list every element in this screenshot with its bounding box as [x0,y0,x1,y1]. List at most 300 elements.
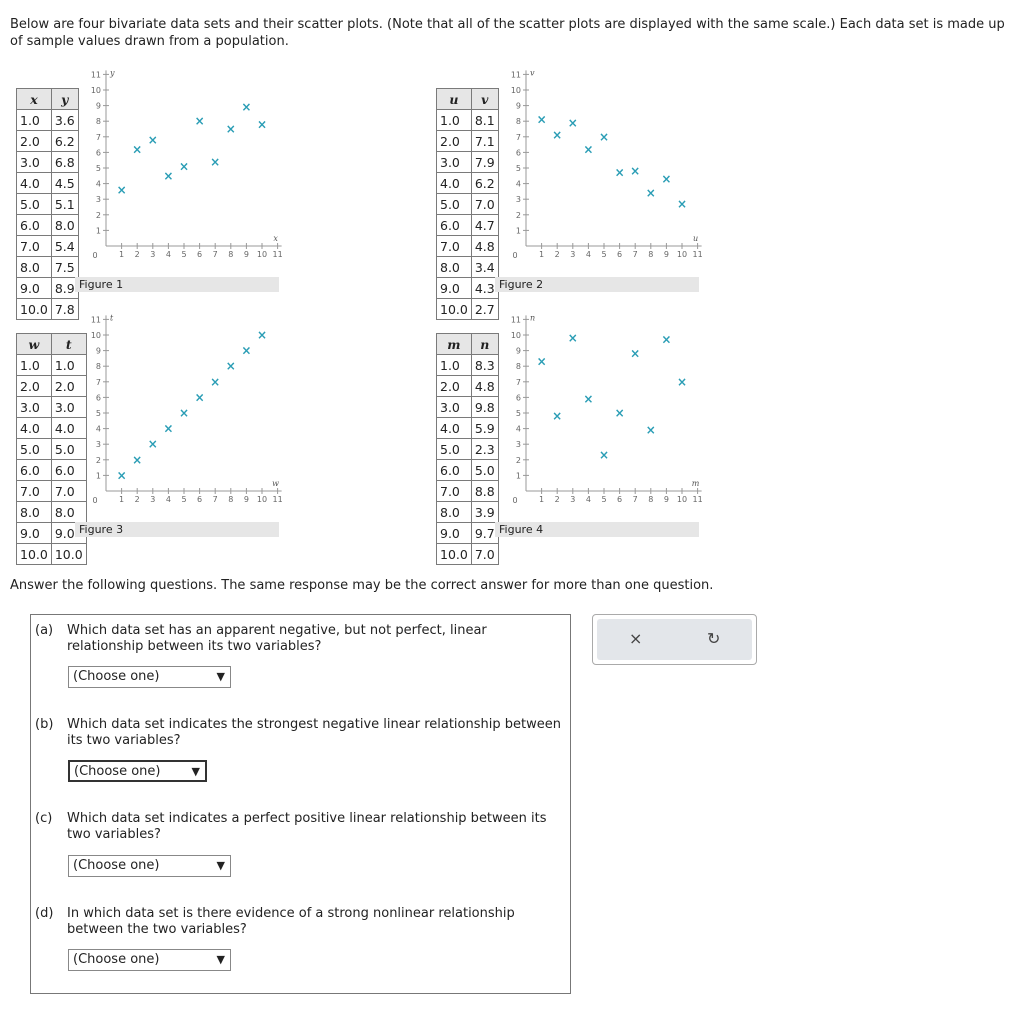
table-cell: 7.0 [17,236,52,257]
table-cell: 9.0 [437,523,472,544]
x-tick-label: 2 [554,495,560,504]
x-tick-label: 2 [134,250,140,259]
table-cell: 10.0 [17,544,52,565]
y-axis-label: y [110,68,115,78]
table-cell: 5.1 [51,194,78,215]
table-row [437,523,499,544]
data-point: × [536,112,547,127]
table-cell: 2.0 [437,376,472,397]
table-cell: 7.0 [437,481,472,502]
table-cell: 4.3 [471,278,498,299]
x-tick-label: 2 [554,250,560,259]
y-tick-label: 7 [515,132,521,142]
table-cell: 9.0 [17,278,52,299]
answer-a-dropdown[interactable] [68,666,231,688]
table-cell: 3.0 [17,152,52,173]
table-cell: 7.0 [437,236,472,257]
x-tick-label: 11 [272,250,283,259]
origin-label: 0 [512,496,518,505]
x-tick-label: 10 [676,495,688,504]
y-tick-label: 6 [515,393,521,403]
table-cell: 2.0 [17,376,52,397]
table-cell: 9.7 [471,523,498,544]
y-tick-label: 1 [515,471,521,481]
y-tick-label: 3 [95,440,101,450]
table-row [437,194,499,215]
x-tick-label: 4 [585,495,591,504]
scatter-plot [504,313,714,509]
y-tick-label: 5 [515,409,521,418]
x-tick-label: 7 [632,250,638,259]
data-table [16,88,79,320]
table-row [17,152,79,173]
data-point: × [567,331,578,346]
table-cell: 2.0 [437,131,472,152]
table-cell: 1.0 [437,355,472,376]
table-cell: 3.9 [471,502,498,523]
figure-3 [16,313,284,573]
data-point: × [583,142,594,157]
table-cell: 3.4 [471,257,498,278]
question-text: Which data set has an apparent negative, but not perfect, linear relationship between its two variables? [67,623,487,654]
column-header: m [437,334,472,355]
figure-caption: Figure 3 [75,522,279,537]
data-point: × [256,117,268,132]
table-cell: 3.6 [51,110,78,131]
table-cell: 3.0 [51,397,86,418]
answer-toolbox [592,614,757,665]
y-tick-label: 6 [95,148,101,158]
table-row [17,215,79,236]
table-cell: 4.0 [437,173,472,194]
y-tick-label: 4 [95,424,101,434]
y-tick-label: 10 [510,86,521,95]
table-row [437,502,499,523]
x-axis-label: m [691,479,700,488]
table-row [17,418,87,439]
reset-icon[interactable]: ↻ [707,629,721,648]
table-row [437,397,499,418]
data-point: × [676,196,688,211]
x-tick-label: 1 [539,250,545,259]
y-tick-label: 11 [510,70,521,80]
x-tick-label: 6 [617,495,623,504]
table-cell: 8.0 [437,502,472,523]
x-tick-label: 3 [570,250,576,259]
y-tick-label: 8 [95,362,101,372]
dropdown-value: (Choose one) [73,858,160,873]
table-cell: 4.5 [51,173,78,194]
column-header: v [471,89,498,110]
table-row [17,131,79,152]
table-row [437,236,499,257]
x-tick-label: 5 [181,495,187,504]
y-tick-label: 5 [95,409,101,418]
table-cell: 6.8 [51,152,78,173]
data-point: × [116,182,127,197]
y-tick-label: 7 [95,132,101,142]
table-cell: 7.8 [51,299,78,320]
y-tick-label: 6 [515,148,521,158]
y-tick-label: 1 [515,226,521,236]
x-tick-label: 7 [632,495,638,504]
data-point: × [194,390,205,405]
y-tick-label: 1 [95,226,101,236]
table-cell: 4.0 [51,418,86,439]
y-tick-label: 2 [95,455,101,465]
table-row [437,131,499,152]
table-cell: 2.3 [471,439,498,460]
table-cell: 5.0 [51,439,86,460]
table-row [17,257,79,278]
data-point: × [676,374,688,389]
table-cell: 2.0 [17,131,52,152]
y-axis-label: v [530,68,535,78]
dropdown-value: (Choose one) [73,952,160,967]
table-cell: 6.0 [437,460,472,481]
table-cell: 7.9 [471,152,498,173]
intro-text: Below are four bivariate data sets and their scatter plots. (Note that all of the scatter plots are displayed with the same scale.) Each data set is made up of sample values drawn from a population. [10,17,1005,49]
x-tick-label: 7 [212,495,218,504]
y-axis-label: n [530,313,536,323]
dropdown-value: (Choose one) [73,669,160,684]
table-cell: 3.0 [437,152,472,173]
dropdown-value: (Choose one) [74,764,161,779]
table-row [437,460,499,481]
table-row [17,544,87,565]
questions-panel [30,614,571,994]
x-tick-label: 4 [165,250,171,259]
x-tick-label: 9 [243,250,249,259]
table-row [437,173,499,194]
y-tick-label: 7 [95,377,101,387]
x-tick-label: 3 [150,250,156,259]
data-point: × [614,406,625,420]
x-tick-label: 1 [539,495,545,504]
x-tick-label: 10 [676,250,688,259]
table-cell: 8.0 [51,502,86,523]
data-table [436,333,499,565]
table-cell: 6.0 [437,215,472,236]
table-cell: 6.0 [51,460,86,481]
y-tick-label: 10 [90,86,101,95]
x-tick-label: 3 [570,495,576,504]
data-point: × [583,391,594,406]
table-row [437,110,499,131]
table-row [17,439,87,460]
data-point: × [536,354,547,369]
table-cell: 6.2 [471,173,498,194]
x-tick-label: 6 [197,250,203,259]
y-tick-label: 9 [95,101,101,111]
x-tick-label: 9 [663,250,669,259]
table-cell: 5.0 [437,194,472,215]
table-cell: 1.0 [17,355,52,376]
table-row [437,544,499,565]
column-header: y [51,89,78,110]
table-row [17,460,87,481]
column-header: n [471,334,498,355]
table-row [17,173,79,194]
question-letter: (d) [35,906,54,921]
x-tick-label: 8 [228,250,234,259]
x-tick-label: 5 [181,250,187,259]
question-text: Which data set indicates a perfect positive linear relationship between its two variables? [67,811,547,842]
question-text: Which data set indicates the strongest negative linear relationship between its two variables? [67,717,561,748]
data-point: × [116,468,127,483]
table-header-row [17,89,79,110]
table-cell: 4.8 [471,236,498,257]
figure-2 [436,68,704,328]
x-tick-label: 8 [228,495,234,504]
question-letter: (c) [35,811,53,826]
y-tick-label: 7 [515,377,521,387]
table-row [17,355,87,376]
table-cell: 4.7 [471,215,498,236]
data-point: × [598,129,610,144]
y-tick-label: 11 [90,315,101,325]
table-row [17,236,79,257]
y-tick-label: 2 [95,210,101,220]
table-header-row [437,89,499,110]
x-tick-label: 11 [692,495,703,504]
data-point: × [661,171,672,186]
origin-label: 0 [92,496,98,505]
scatter-plot [84,68,294,264]
y-tick-label: 3 [95,195,101,205]
dropdown-arrow-icon: ▼ [216,859,225,872]
table-cell: 9.0 [437,278,472,299]
x-tick-label: 3 [150,495,156,504]
x-tick-label: 11 [272,495,283,504]
scatter-plot [84,313,294,509]
dropdown-arrow-icon: ▼ [191,765,200,778]
table-cell: 7.5 [51,257,78,278]
data-point: × [241,100,252,115]
table-cell: 4.0 [437,418,472,439]
answer-d-dropdown[interactable] [68,949,231,971]
figure-caption: Figure 4 [495,522,699,537]
data-point: × [552,409,563,424]
figure-4 [436,313,704,573]
table-cell: 6.0 [17,460,52,481]
table-cell: 9.0 [17,523,52,544]
table-cell: 3.0 [437,397,472,418]
data-point: × [598,448,610,463]
table-cell: 8.1 [471,110,498,131]
data-point: × [163,421,174,436]
column-header: w [17,334,52,355]
answer-b-dropdown[interactable] [68,760,207,782]
table-cell: 9.8 [471,397,498,418]
table-row [437,215,499,236]
table-cell: 8.0 [17,257,52,278]
table-cell: 8.8 [471,481,498,502]
x-tick-label: 8 [648,250,654,259]
table-cell: 8.0 [51,215,78,236]
scatter-plot [504,68,714,264]
x-tick-label: 1 [119,495,125,504]
table-cell: 7.0 [51,481,86,502]
question-letter: (b) [35,717,54,732]
table-cell: 10.0 [437,544,472,565]
y-tick-label: 8 [95,117,101,127]
data-point: × [210,154,221,169]
table-cell: 6.0 [17,215,52,236]
y-tick-label: 11 [90,70,101,80]
dropdown-arrow-icon: ▼ [216,670,225,683]
figure-1 [16,68,284,328]
table-cell: 5.4 [51,236,78,257]
y-tick-label: 9 [95,346,101,356]
x-tick-label: 5 [601,495,607,504]
table-cell: 7.0 [471,194,498,215]
origin-label: 0 [92,251,98,260]
table-row [17,481,87,502]
table-header-row [437,334,499,355]
data-point: × [645,423,656,438]
x-tick-label: 1 [119,250,125,259]
data-point: × [661,332,672,347]
table-row [437,299,499,320]
data-point: × [178,406,190,420]
table-cell: 5.0 [471,460,498,481]
table-cell: 4.0 [17,173,52,194]
x-tick-label: 11 [692,250,703,259]
data-point: × [147,437,158,452]
table-row [437,439,499,460]
toolbox-inner [597,619,752,660]
table-cell: 7.1 [471,131,498,152]
data-point: × [163,168,174,183]
y-tick-label: 1 [95,471,101,481]
y-tick-label: 3 [515,195,521,205]
table-cell: 2.7 [471,299,498,320]
table-row [437,481,499,502]
table-cell: 10.0 [17,299,52,320]
x-tick-label: 8 [648,495,654,504]
table-cell: 9.0 [51,523,86,544]
data-point: × [225,359,236,374]
figure-caption: Figure 1 [75,277,279,292]
data-point: × [630,164,641,179]
data-point: × [194,114,205,129]
x-tick-label: 6 [197,495,203,504]
table-row [437,355,499,376]
table-cell: 1.0 [437,110,472,131]
column-header: u [437,89,472,110]
y-tick-label: 9 [515,101,521,111]
dropdown-arrow-icon: ▼ [216,953,225,966]
table-header-row [17,334,87,355]
x-tick-label: 9 [663,495,669,504]
y-tick-label: 3 [515,440,521,450]
x-tick-label: 4 [165,495,171,504]
table-row [437,376,499,397]
y-tick-label: 11 [510,315,521,325]
data-point: × [552,128,563,143]
data-point: × [225,122,236,136]
question-text: In which data set is there evidence of a strong nonlinear relationship between the two variables? [67,906,515,937]
y-tick-label: 2 [515,455,521,465]
y-axis-label: t [110,313,114,323]
answer-c-dropdown[interactable] [68,855,231,877]
answer-instructions: Answer the following questions. The same response may be the correct answer for more than one question. [10,578,714,593]
y-tick-label: 6 [95,393,101,403]
table-cell: 8.0 [437,257,472,278]
y-tick-label: 5 [515,164,521,173]
data-point: × [614,165,625,180]
x-axis-label: x [273,234,278,243]
table-cell: 1.0 [17,110,52,131]
question-letter: (a) [35,623,54,638]
table-cell: 5.0 [17,439,52,460]
figure-caption: Figure 2 [495,277,699,292]
table-cell: 6.2 [51,131,78,152]
x-tick-label: 2 [134,495,140,504]
table-cell: 5.0 [17,194,52,215]
y-tick-label: 4 [515,179,521,189]
data-point: × [132,452,143,467]
table-row [17,110,79,131]
x-tick-label: 10 [256,495,268,504]
table-row [17,376,87,397]
table-row [437,418,499,439]
x-tick-label: 5 [601,250,607,259]
table-cell: 2.0 [51,376,86,397]
data-point: × [645,185,656,200]
y-tick-label: 8 [515,117,521,127]
x-tick-label: 4 [585,250,591,259]
y-tick-label: 2 [515,210,521,220]
data-point: × [210,374,221,389]
table-row [17,502,87,523]
table-cell: 5.0 [437,439,472,460]
table-row [17,194,79,215]
table-cell: 8.9 [51,278,78,299]
table-row [17,278,79,299]
table-row [437,278,499,299]
y-tick-label: 4 [515,424,521,434]
close-icon[interactable]: × [629,629,643,648]
table-cell: 5.9 [471,418,498,439]
origin-label: 0 [512,251,518,260]
x-axis-label: w [272,479,280,488]
table-cell: 10.0 [51,544,86,565]
y-tick-label: 9 [515,346,521,356]
y-tick-label: 4 [95,179,101,189]
table-cell: 10.0 [437,299,472,320]
table-cell: 1.0 [51,355,86,376]
table-row [437,152,499,173]
table-row [437,257,499,278]
y-tick-label: 5 [95,164,101,173]
data-point: × [256,328,268,342]
x-tick-label: 10 [256,250,268,259]
y-tick-label: 10 [90,331,101,340]
x-tick-label: 6 [617,250,623,259]
data-point: × [132,142,143,157]
x-tick-label: 9 [243,495,249,504]
table-cell: 4.8 [471,376,498,397]
x-tick-label: 7 [212,250,218,259]
table-cell: 8.3 [471,355,498,376]
data-point: × [630,346,641,361]
data-point: × [147,132,158,147]
x-axis-label: u [693,234,699,243]
column-header: x [17,89,52,110]
data-point: × [567,115,578,130]
